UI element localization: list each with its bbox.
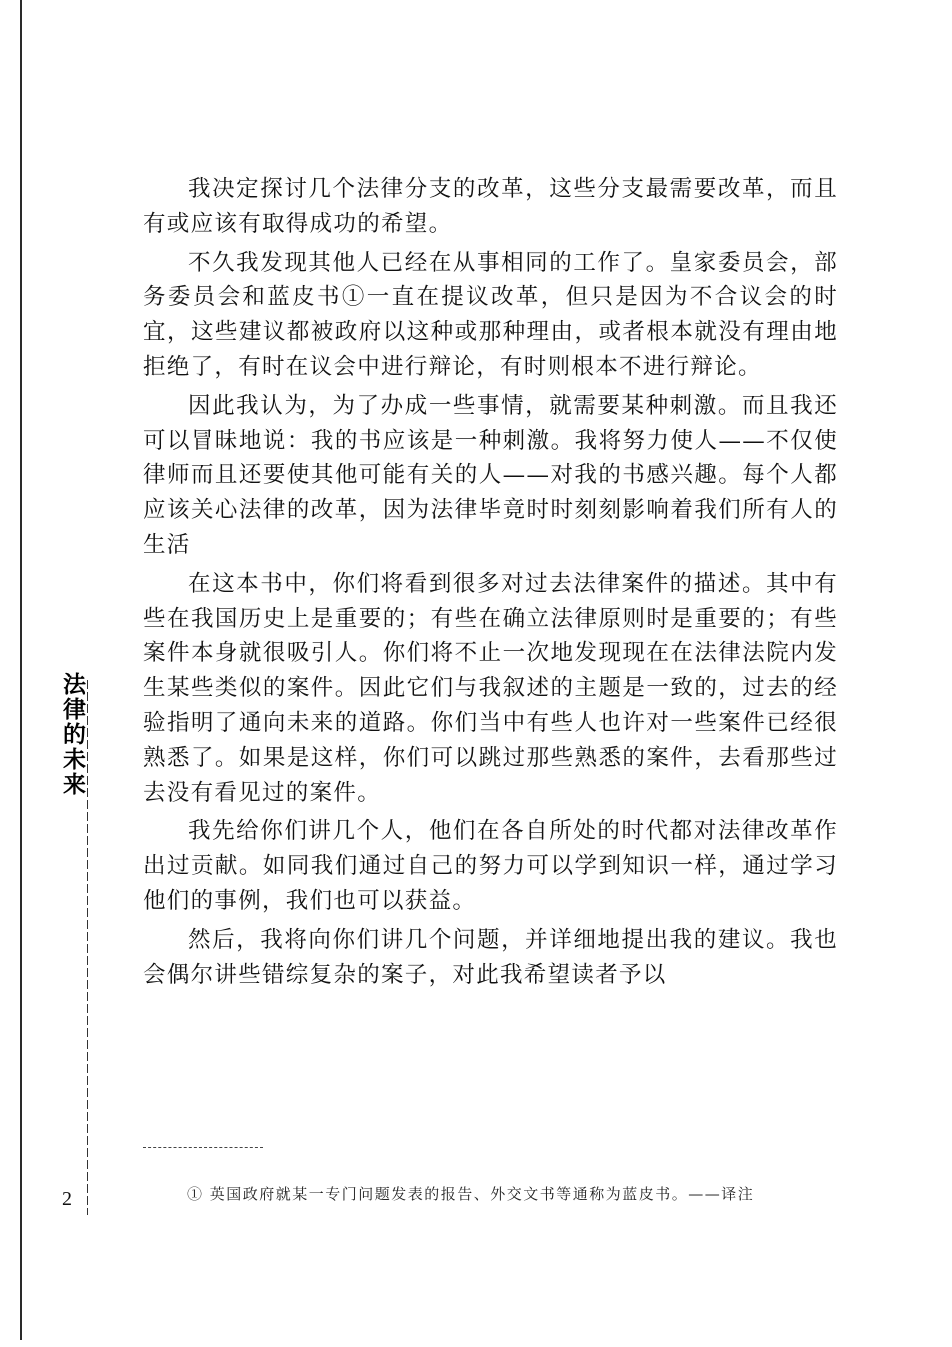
side-dashed-rule (87, 680, 88, 1215)
page-number: 2 (62, 1188, 72, 1210)
footnote-marker: ① (187, 1185, 204, 1203)
page-margin-rule (20, 0, 22, 1340)
footnote-text: 英国政府就某一专门问题发表的报告、外交文书等通称为蓝皮书。——译注 (209, 1185, 755, 1203)
footnote-separator (143, 1147, 263, 1148)
paragraph: 我先给你们讲几个人，他们在各自所处的时代都对法律改革作出过贡献。如同我们通过自己的努力可以学到知识一样，通过学习他们的事例，我们也可以获益。 (143, 818, 838, 914)
paragraph: 在这本书中，你们将看到很多对过去法律案件的描述。其中有些在我国历史上是重要的；有些在确立法律原则时是重要的；有些案件本身就很吸引人。你们将不止一次地发现现在在法律法院内发生某些类似的案件。因此它们与我叙述的主题是一致的，过去的经验指明了通向未来的道路。你们当中有些人也许对一些案件已经很熟悉了。如果是这样，你们可以跳过那些熟悉的案件，去看那些过去没有看见过的案件。 (143, 570, 838, 806)
paragraph: 因此我认为，为了办成一些事情，就需要某种刺激。而且我还可以冒昧地说：我的书应该是一种刺激。我将努力使人——不仅使律师而且还要使其他可能有关的人——对我的书感兴趣。每个人都应该关心法律的改革，因为法律毕竟时时刻刻影响着我们所有人的生活 (143, 392, 838, 558)
paragraph: 我决定探讨几个法律分支的改革，这些分支最需要改革，而且有或应该有取得成功的希望。 (143, 176, 838, 237)
running-head-book-title: 法律的未来 (59, 672, 85, 797)
paragraph: 不久我发现其他人已经在从事相同的工作了。皇家委员会，部务委员会和蓝皮书①一直在提议改革，但只是因为不合议会的时宜，这些建议都被政府以这种或那种理由，或者根本就没有理由地拒绝了，有时在议会中进行辩论，有时则根本不进行辩论。 (143, 249, 838, 380)
body-text (143, 172, 838, 996)
footnote (143, 1182, 838, 1206)
paragraph: 然后，我将向你们讲几个问题，并详细地提出我的建议。我也会偶尔讲些错综复杂的案子，对此我希望读者予以 (143, 926, 838, 988)
